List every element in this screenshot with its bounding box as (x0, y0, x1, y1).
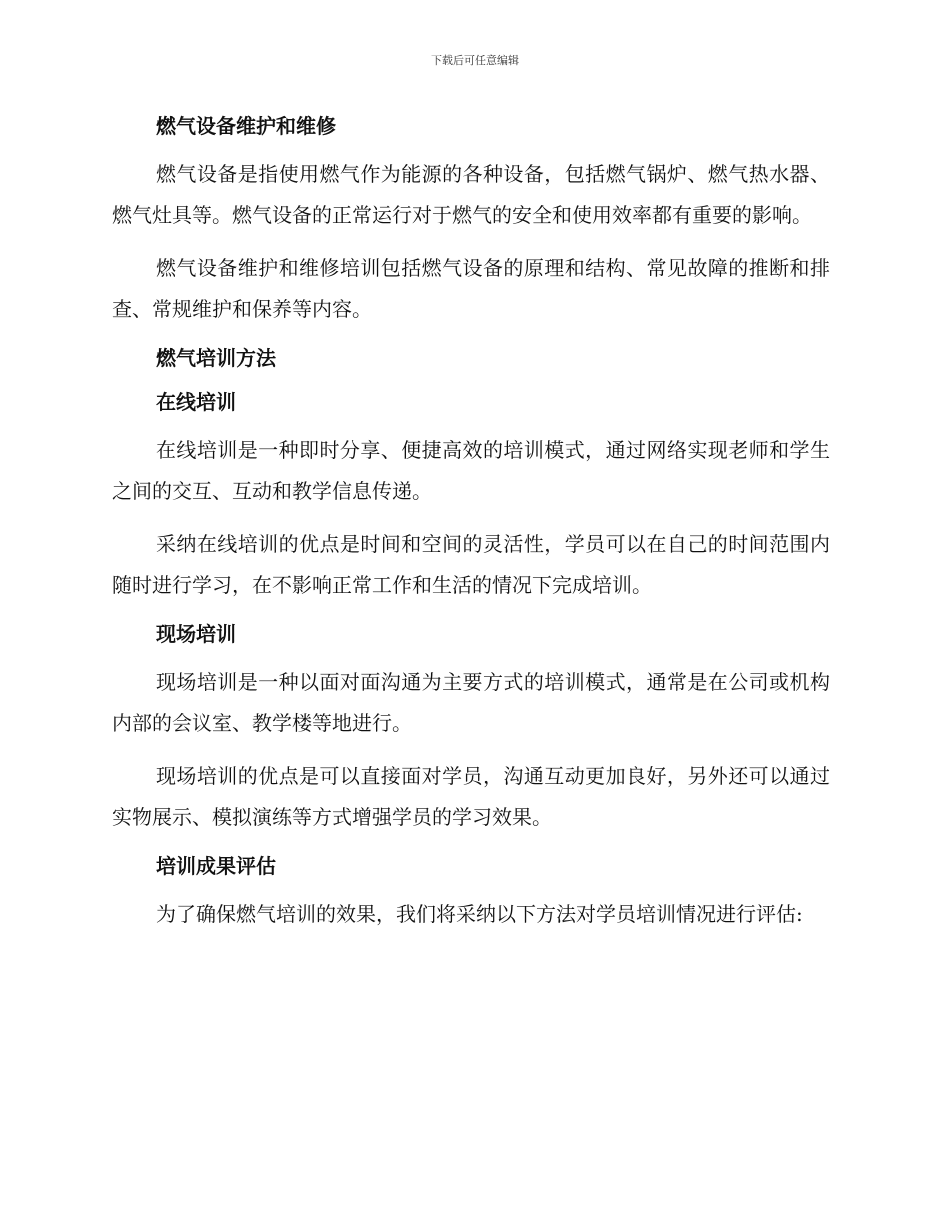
section-heading-gas-equipment-maintenance: 燃气设备维护和维修 (156, 114, 336, 138)
section-heading-onsite-training: 现场培训 (156, 622, 236, 646)
paragraph-gas-equipment-definition: 燃气设备是指使用燃气作为能源的各种设备，包括燃气锅炉、燃气热水器、燃气灶具等。燃气设备的正常运行对于燃气的安全和使用效率都有重要的影响。 (112, 162, 830, 227)
paragraph-onsite-training-advantages: 现场培训的优点是可以直接面对学员，沟通互动更加良好，另外还可以通过实物展示、模拟演练等方式增强学员的学习效果。 (112, 764, 830, 829)
paragraph-online-training-definition: 在线培训是一种即时分享、便捷高效的培训模式，通过网络实现老师和学生之间的交互、互动和教学信息传递。 (112, 438, 830, 503)
section-heading-training-evaluation: 培训成果评估 (156, 854, 276, 878)
page-header-note: 下载后可任意编辑 (431, 54, 519, 67)
document-body (112, 110, 830, 935)
section-heading-training-methods: 燃气培训方法 (156, 346, 276, 370)
paragraph-online-training-advantages: 采纳在线培训的优点是时间和空间的灵活性，学员可以在自己的时间范围内随时进行学习，在不影响正常工作和生活的情况下完成培训。 (112, 532, 830, 597)
paragraph-maintenance-training-content: 燃气设备维护和维修培训包括燃气设备的原理和结构、常见故障的推断和排查、常规维护和保养等内容。 (112, 256, 830, 321)
paragraph-onsite-training-definition: 现场培训是一种以面对面沟通为主要方式的培训模式，通常是在公司或机构内部的会议室、教学楼等地进行。 (112, 670, 830, 735)
paragraph-evaluation-intro: 为了确保燃气培训的效果，我们将采纳以下方法对学员培训情况进行评估: (156, 902, 803, 926)
section-heading-online-training: 在线培训 (156, 390, 236, 414)
